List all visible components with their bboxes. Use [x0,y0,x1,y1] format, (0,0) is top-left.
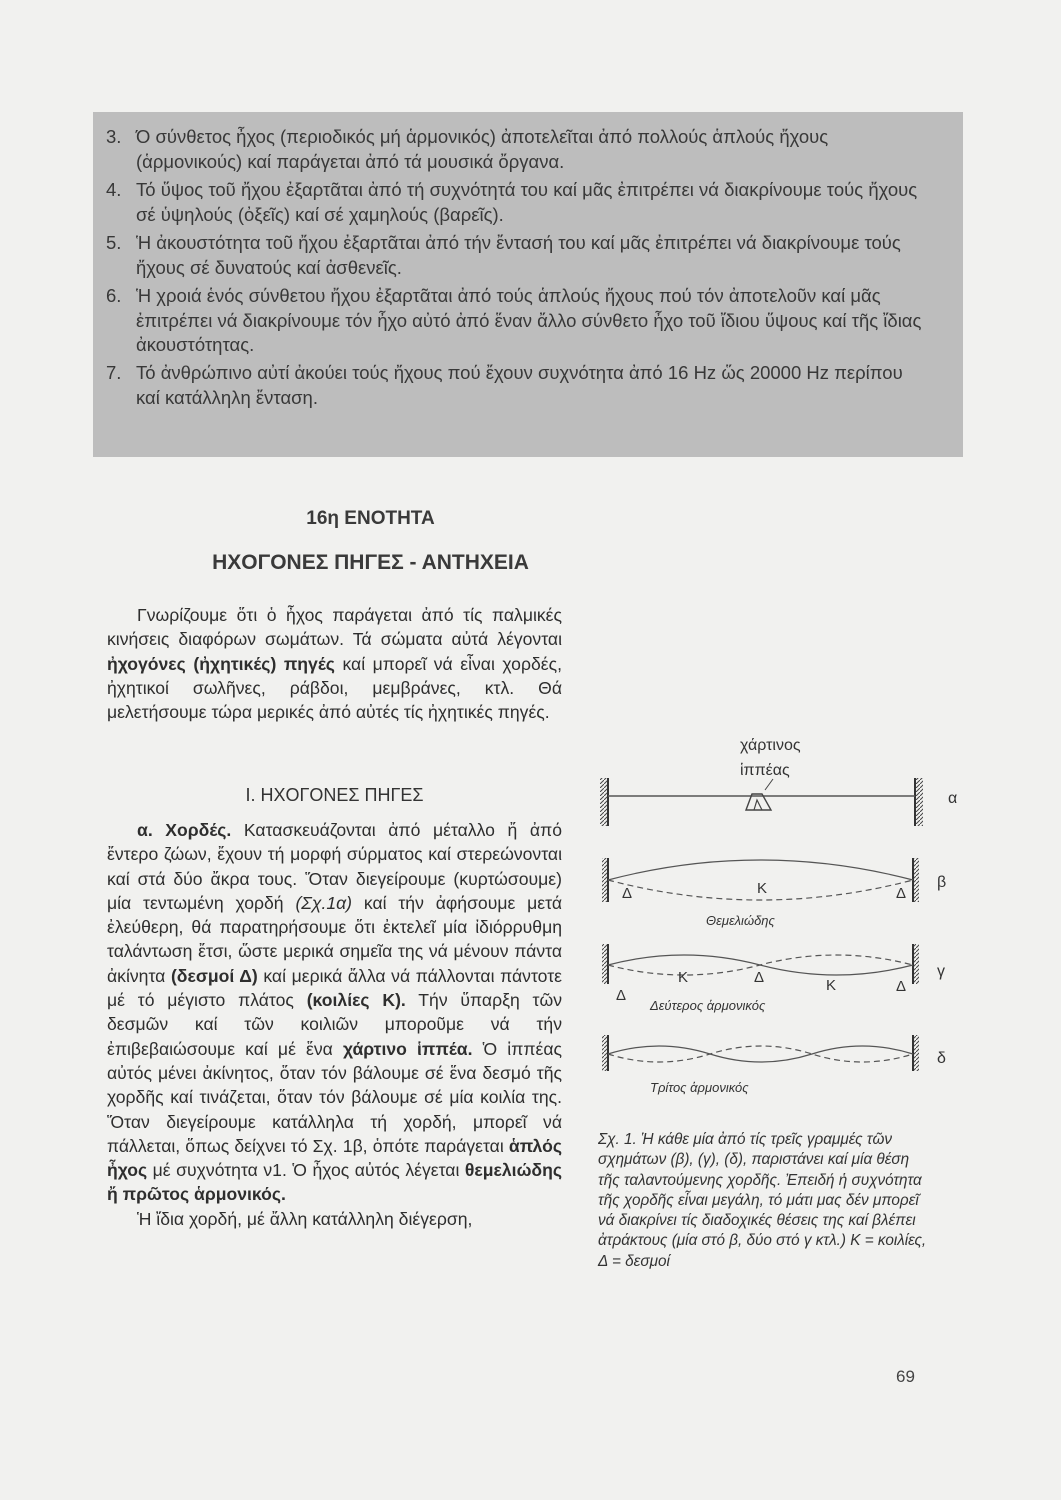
summary-item-7: 7. Τό ἀνθρώπινο αὐτί ἀκούει τούς ἤχους πού ἔχουν συχνότητα ἀπό 16 Hz ὥς 20000 Hz περίπου καί κατάλληλη ἔνταση. [106,362,903,408]
right-clamp [915,778,923,826]
rider-label-line2: ἱππέας [740,762,790,779]
intro-paragraph: Γνωρίζουμε ὅτι ὁ ἦχος παράγεται ἀπό τίς παλμικές κινήσεις διαφόρων σωμάτων. Τά σώματα αὐτά λέγονται ἠχογόνες (ἠχητικές) πηγές καί μπορεῖ νά εἶναι χορδές, ἠχητικοί σωλῆνες, ράβδοι, μεμβράνες, κτλ. Θά μελετήσουμε τώρα μερικές ἀπό αὐτές τίς ἠχητικές πηγές. [107,605,562,723]
left-clamp [600,778,608,826]
summary-item-3: 3. Ό σύνθετος ἦχος (περιοδικός μή ἁρμονικός) ἀποτελεῖται ἀπό πολλούς ἁπλούς ἤχους (ἁρμονικούς) καί παράγεται ἀπό τά μουσικά ὄργανα. [106,126,829,172]
antinode: Κ [757,880,768,897]
second-harmonic-label: Δεύτερος ἁρμονικός [650,998,766,1013]
chapter-title: ΗΧΟΓΟΝΕΣ ΠΗΓΕΣ - ΑΝΤΗΧΕΙΑ [212,551,529,574]
unit-heading: 16η ΕΝΟΤΗΤΑ [306,508,435,529]
svg-text:Δ: Δ [754,969,765,986]
figure-d [602,1035,946,1095]
label-d: δ [937,1050,946,1067]
label-c: γ [937,963,945,980]
summary-item-5: 5. Ἡ ἀκουστότητα τοῦ ἤχου ἐξαρτᾶται ἀπό τήν ἔντασή του καί μᾶς ἐπιτρέπει νά διακρίνουμε τούς ἤχους σέ δυνατούς καί ἀσθενεῖς. [106,232,901,278]
figure-caption: Σχ. 1. Ἡ κάθε μία ἀπό τίς τρεῖς γραμμές τῶν σχημάτων (β), (γ), (δ), παριστάνει καί μία θέση τῆς ταλαντούμενης χορδῆς. Ἐπειδή ἡ συχνότητα τῆς χορδῆς εἶναι μεγάλη, τό μάτι μας δέν μπορεῖ νά διακρίνει τίς διαδοχικές θέσεις της καί βλέπει ἀτράκτους (μία στό β, δύο στό γ κτλ.) Κ = κοιλίες, Δ = δεσμοί [598,1131,927,1270]
figure-c [602,944,945,1013]
figure-b [602,858,946,928]
label-a: α [948,790,958,807]
fundamental-label: Θεμελιώδης [706,913,775,928]
summary-item-6: 6. Ἡ χροιά ἑνός σύνθετου ἤχου ἐξαρτᾶται ἀπό τούς ἁπλούς ἤχους πού τόν ἀποτελοῦν καί μᾶς ἐπιτρέπει νά διακρίνουμε τόν ἦχο αὐτό ἀπό ἕναν ἄλλο σύνθετο ἦχο τοῦ ἴδιου ὕψους καί τῆς ἴδιας ἀκουστότητας. [106,285,922,355]
rider-pointer [765,779,773,790]
svg-text:Κ: Κ [678,969,689,986]
figure-a [600,778,957,826]
rider-label-line1: χάρτινος [740,737,801,754]
node-right: Δ [896,885,907,902]
third-harmonic-label: Τρίτος ἁρμονικός [650,1080,749,1095]
svg-text:Κ: Κ [826,977,837,994]
vibrating-string-figure [590,725,970,1105]
label-b: β [937,874,947,891]
node-left: Δ [622,885,633,902]
subheading: Ι. ΗΧΟΓΟΝΕΣ ΠΗΓΕΣ [245,785,424,805]
svg-text:Δ: Δ [896,978,907,995]
svg-text:Δ: Δ [616,987,627,1004]
page-number: 69 [896,1367,915,1386]
strings-paragraph: α. Χορδές. Κατασκευάζονται ἀπό μέταλλο ἤ ἀπό ἔντερο ζώων, ἔχουν τή μορφή σύρματος καί στερεώνονται καί στά δύο ἄκρα τους. Ὅταν διεγείρουμε (κυρτώσουμε) μία τεντωμένη χορδή (Σχ.1α) καί τήν ἀφήσουμε μετά ἐλεύθερη, θά παρατηρήσουμε ὅτι ἐκτελεῖ μία ἰδιόρρυθμη ταλάντωση ἔτσι, ὥστε μερικά σημεῖα της νά μένουν πάντα ἀκίνητα (δεσμοί Δ) καί μερικά ἄλλα νά πάλλονται πάντοτε μέ τό μέγιστο πλάτος (κοιλίες Κ). Τήν ὕπαρξη τῶν δεσμῶν καί τῶν κοιλιῶν μποροῦμε νά τήν ἐπιβεβαιώσουμε καί μέ ἕνα χάρτινο ἱππέα. Ὁ ἱππέας αὐτός μένει ἀκίνητος, ὅταν τόν βάλουμε σέ ἕνα δεσμό τῆς χορδῆς καί τινάζεται, ὅταν τόν βάλουμε σέ μία κοιλία της. Ὅταν διεγείρουμε κατάλληλα τή χορδή, μπορεῖ νά πάλλεται, ὅπως δείχνει τό Σχ. 1β, ὁπότε παράγεται ἁπλός ἦχος μέ συχνότητα ν1. Ὁ ἦχος αὐτός λέγεται θεμελιώδης ἤ πρῶτος ἁρμονικός. Ἡ ἴδια χορδή, μέ ἄλλη κατάλληλη διέγερση, [107,820,563,1229]
summary-item-4: 4. Τό ὕψος τοῦ ἤχου ἐξαρτᾶται ἀπό τή συχνότητά του καί μᾶς ἐπιτρέπει νά διακρίνουμε τούς ἤχους σέ ὑψηλούς (ὀξεῖς) καί σέ χαμηλούς (βαρεῖς). [106,179,918,225]
